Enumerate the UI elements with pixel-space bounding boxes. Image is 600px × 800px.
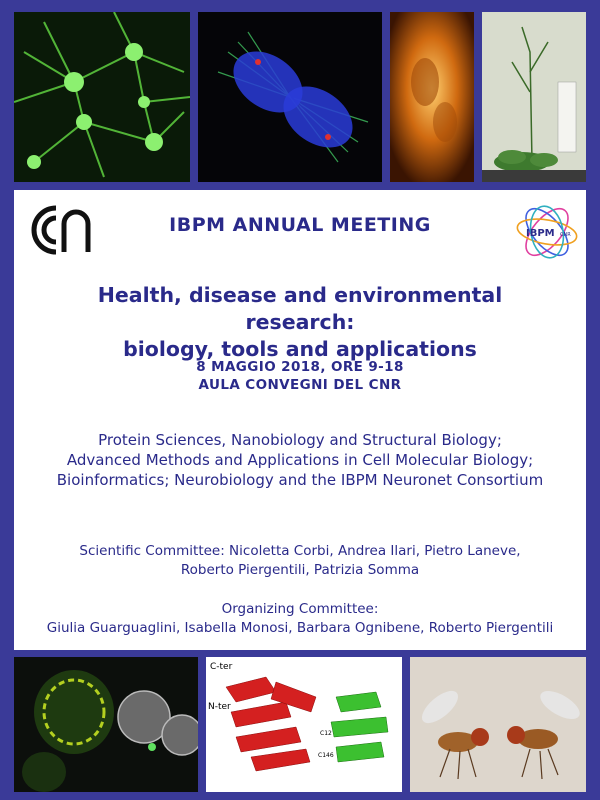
scientific-committee-line-1: Scientific Committee: Nicoletta Corbi, Andrea Ilari, Pietro Laneve, bbox=[79, 543, 521, 559]
organizing-committee-members: Giulia Guarguaglini, Isabella Monosi, Barbara Ognibene, Roberto Piergentili bbox=[46, 620, 554, 636]
topic-item: Protein Sciences, Nanobiology and Structural Biology; bbox=[98, 431, 502, 449]
scientific-committee-line-2: Roberto Piergentili, Patrizia Somma bbox=[180, 562, 420, 578]
main-title-line-2: biology, tools and applications bbox=[123, 337, 477, 361]
protein-label-site-1: C12 bbox=[320, 730, 332, 737]
photo-afm-surface bbox=[390, 12, 474, 182]
ibpm-logo-cnr-text: CNR bbox=[560, 232, 571, 238]
ibpm-logo-text: IBPM bbox=[526, 228, 555, 239]
organizing-committee bbox=[18, 600, 582, 638]
protein-label-site-2: C146 bbox=[318, 752, 334, 759]
event-date-time: 8 MAGGIO 2018, ORE 9-18 bbox=[196, 359, 404, 375]
content-panel bbox=[14, 190, 586, 650]
meeting-title: IBPM ANNUAL MEETING bbox=[169, 214, 431, 236]
photo-drosophila-flies bbox=[410, 657, 586, 792]
protein-label-c-ter: C-ter bbox=[210, 662, 233, 672]
photo-yeast-cells bbox=[14, 657, 198, 792]
scientific-committee bbox=[24, 542, 576, 580]
photo-mitotic-spindle bbox=[198, 12, 382, 182]
main-title bbox=[44, 282, 556, 363]
main-title-line-1: Health, disease and environmental research: bbox=[97, 283, 503, 334]
photo-protein-structure bbox=[206, 657, 402, 792]
photo-arabidopsis-plant bbox=[482, 12, 586, 182]
event-details bbox=[14, 358, 586, 394]
topic-item: Bioinformatics; Neurobiology and the IBPM Neuronet Consortium bbox=[56, 471, 544, 489]
organizing-committee-label: Organizing Committee: bbox=[221, 601, 379, 617]
event-venue: AULA CONVEGNI DEL CNR bbox=[198, 377, 402, 393]
topic-item: Advanced Methods and Applications in Cell Molecular Biology; bbox=[66, 451, 534, 469]
topics-list bbox=[24, 430, 576, 490]
protein-label-n-ter: N-ter bbox=[208, 702, 231, 712]
photo-neurons bbox=[14, 12, 190, 182]
